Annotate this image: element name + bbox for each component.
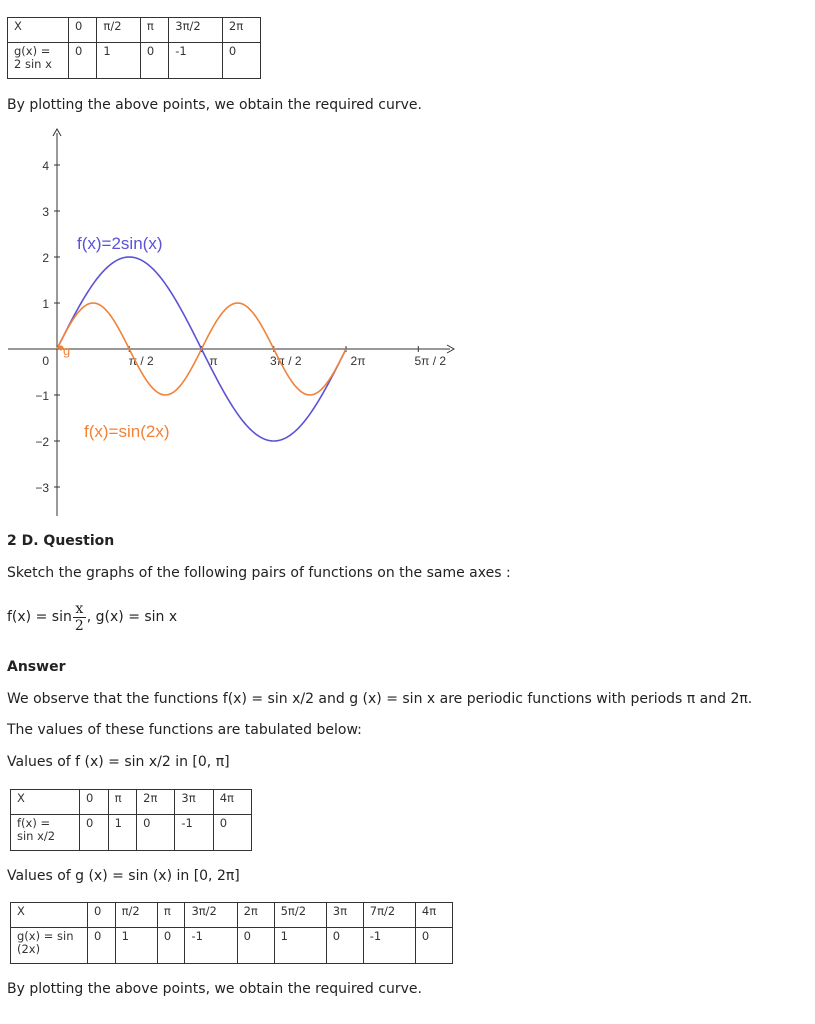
table-cell: 1	[108, 815, 137, 851]
table-header-row	[11, 903, 453, 928]
table-row-label: g(x) = sin (2x)	[11, 928, 88, 964]
table-row-label: g(x) = 2 sin x	[8, 43, 69, 79]
table-cell: 0	[88, 903, 116, 928]
table-cell: 7π/2	[363, 903, 415, 928]
table-cell: 0	[80, 815, 109, 851]
table-cell: 5π/2	[274, 903, 326, 928]
y-tick-label: 0	[42, 354, 49, 368]
values-table-g-sin	[10, 902, 453, 964]
table-cell: 2π	[137, 790, 175, 815]
table-cell: 0	[69, 18, 97, 43]
y-tick-label: 4	[42, 159, 49, 173]
question-title: 2 D. Question	[7, 533, 115, 549]
answer-paragraph: Values of f (x) = sin x/2 in [0, π]	[7, 754, 230, 770]
table-cell: 0	[415, 928, 452, 964]
table-cell: 2π	[222, 18, 260, 43]
table-cell: 0	[237, 928, 274, 964]
formula: f(x) = sin $\frac{x}{2}$ , g(x) = sin x	[7, 600, 178, 634]
table-cell: 1	[115, 928, 157, 964]
y-tick-label: 3	[42, 205, 49, 219]
table-header-row	[11, 790, 252, 815]
sine-graph	[0, 120, 470, 520]
table-cell: 0	[69, 43, 97, 79]
table-cell: 3π/2	[169, 18, 223, 43]
plot-caption: By plotting the above points, we obtain the required curve.	[7, 981, 422, 997]
x-tick-label: 2π	[350, 354, 366, 368]
table-row-label: f(x) = sin x/2	[11, 815, 80, 851]
table-cell: π	[157, 903, 185, 928]
point-label: g	[63, 343, 71, 358]
table-cell: 0	[137, 815, 175, 851]
table-cell: 0	[326, 928, 363, 964]
table-cell: 1	[274, 928, 326, 964]
series-label-sin2x: f(x)=sin(2x)	[84, 422, 170, 441]
series-label-2sinx: f(x)=2sin(x)	[77, 234, 163, 253]
x-tick-label: π / 2	[128, 354, 154, 368]
plot-caption: By plotting the above points, we obtain the required curve.	[7, 97, 422, 113]
table-cell: -1	[185, 928, 237, 964]
x-tick-label: 3π / 2	[269, 354, 302, 368]
table-cell: -1	[175, 815, 213, 851]
table-cell: 0	[157, 928, 185, 964]
table-cell: 0	[213, 815, 251, 851]
table-cell: -1	[169, 43, 223, 79]
table-cell: 0	[222, 43, 260, 79]
values-table-f	[10, 789, 252, 851]
table-row	[11, 815, 252, 851]
table-cell: 0	[80, 790, 109, 815]
answer-paragraph: We observe that the functions f(x) = sin x/2 and g (x) = sin x are periodic functions with periods π and 2π.	[7, 691, 753, 707]
table-cell: π	[108, 790, 137, 815]
table-cell: X	[11, 903, 88, 928]
table-cell: 4π	[415, 903, 452, 928]
answer-title: Answer	[7, 659, 66, 675]
table-cell: 3π/2	[185, 903, 237, 928]
question-text: Sketch the graphs of the following pairs of functions on the same axes :	[7, 565, 511, 581]
table-cell: 0	[140, 43, 168, 79]
table-cell: X	[8, 18, 69, 43]
table-cell: π/2	[115, 903, 157, 928]
y-tick-label: −3	[35, 481, 49, 495]
y-tick-label: 2	[42, 251, 49, 265]
values-table-g	[7, 17, 261, 79]
table-row	[8, 43, 261, 79]
table-cell: π	[140, 18, 168, 43]
table-cell: 0	[88, 928, 116, 964]
table-row	[11, 928, 453, 964]
table-cell: X	[11, 790, 80, 815]
table-cell: 2π	[237, 903, 274, 928]
table-cell: 3π	[326, 903, 363, 928]
y-tick-label: 1	[42, 297, 49, 311]
table-cell: π/2	[97, 18, 140, 43]
table-header-row	[8, 18, 261, 43]
table-cell: -1	[363, 928, 415, 964]
y-tick-label: −2	[35, 435, 49, 449]
table-cell: 4π	[213, 790, 251, 815]
answer-paragraph: Values of g (x) = sin (x) in [0, 2π]	[7, 868, 240, 884]
x-tick-label: π	[209, 354, 218, 368]
table-cell: 1	[97, 43, 140, 79]
fraction: $\frac{x}{2}$	[74, 600, 84, 634]
x-tick-label: 5π / 2	[414, 354, 447, 368]
table-cell: 3π	[175, 790, 213, 815]
y-tick-label: −1	[35, 389, 49, 403]
answer-paragraph: The values of these functions are tabulated below:	[7, 722, 362, 738]
